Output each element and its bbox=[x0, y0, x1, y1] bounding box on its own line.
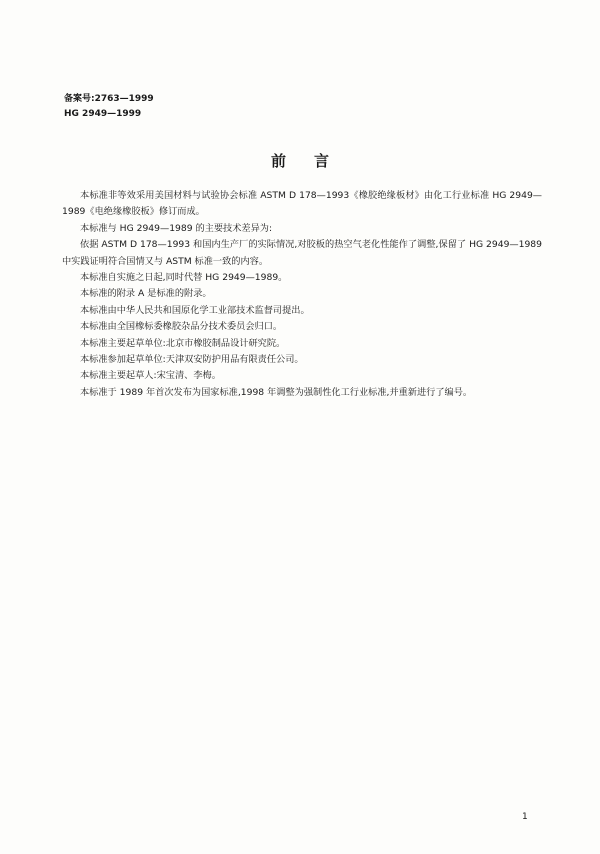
paragraph: 依据 ASTM D 178—1993 和国内生产厂的实际情况,对胶板的热空气老化性能作了调整,保留了 HG 2949—1989 中实践证明符合国情又与 ASTM 标准一致的内容。 bbox=[62, 239, 542, 267]
paragraph: 本标准自实施之日起,同时代替 HG 2949—1989。 bbox=[80, 272, 288, 284]
standard-header bbox=[64, 92, 154, 122]
page-title: 前言 bbox=[270, 152, 357, 170]
paragraph: 本标准主要起草单位:北京市橡胶制品设计研究院。 bbox=[80, 337, 286, 349]
record-number: 备案号:2763—1999 bbox=[64, 94, 154, 104]
paragraph: 本标准非等效采用美国材料与试验协会标准 ASTM D 178—1993《橡胶绝缘板材》由化工行业标准 HG 2949—1989《电绝缘橡胶板》修订而成。 bbox=[62, 190, 542, 218]
paragraph: 本标准由全国橡标委橡胶杂品分技术委员会归口。 bbox=[80, 321, 283, 333]
page-number: 1 bbox=[522, 812, 528, 822]
paragraph: 本标准于 1989 年首次发布为国家标准,1998 年调整为强制性化工行业标准,并重新进行了编号。 bbox=[80, 386, 473, 398]
foreword-body bbox=[62, 188, 542, 401]
paragraph: 本标准与 HG 2949—1989 的主要技术差异为: bbox=[80, 222, 273, 234]
paragraph: 本标准由中华人民共和国原化学工业部技术监督司提出。 bbox=[80, 304, 310, 316]
paragraph: 本标准主要起草人:宋宝清、李梅。 bbox=[80, 370, 221, 382]
paragraph: 本标准参加起草单位:天津双安防护用品有限责任公司。 bbox=[80, 354, 304, 366]
standard-number: HG 2949—1999 bbox=[64, 109, 142, 119]
paragraph: 本标准的附录 A 是标准的附录。 bbox=[80, 288, 212, 300]
